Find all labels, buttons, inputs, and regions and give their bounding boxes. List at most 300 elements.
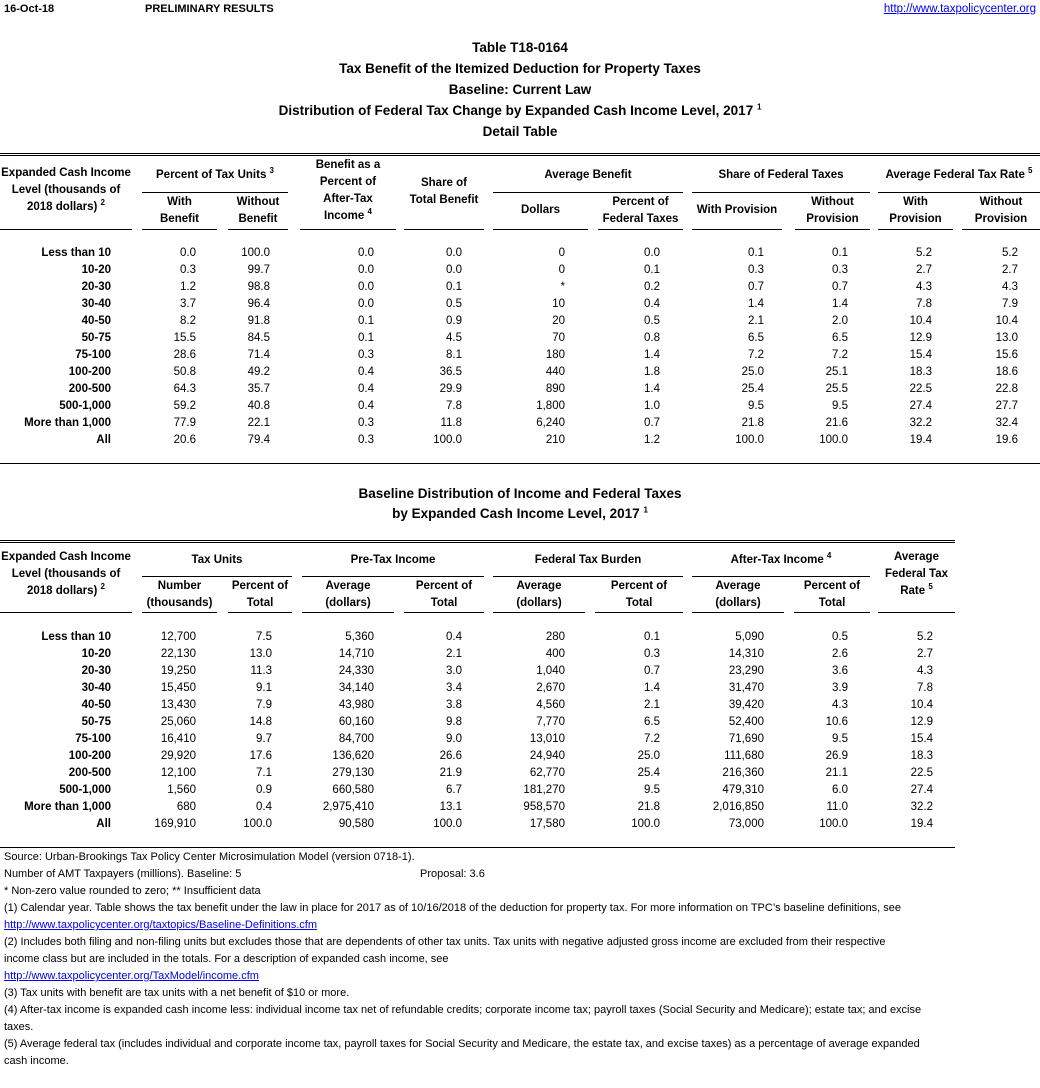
pct-federal-cell: 1.4 bbox=[644, 349, 660, 361]
income-level-cell: 10-20 bbox=[81, 648, 111, 660]
burden-pct-cell: 25.0 bbox=[637, 750, 660, 762]
pretax-pct-cell: 3.0 bbox=[446, 665, 462, 677]
units-pct-cell: 0.4 bbox=[256, 801, 272, 813]
burden-pct-cell: 21.8 bbox=[637, 801, 660, 813]
avg-dollars-cell: 10 bbox=[552, 298, 565, 310]
without-benefit-cell: 100.0 bbox=[241, 247, 270, 259]
burden-avg-cell: 1,040 bbox=[536, 665, 565, 677]
benefit-pct-cell: 0.3 bbox=[358, 434, 374, 446]
avg-dollars-cell: 180 bbox=[545, 349, 565, 361]
rate-without-provision-header: Without Provision bbox=[974, 196, 1028, 225]
share-with-cell: 7.2 bbox=[748, 349, 764, 361]
avg-rate-cell: 27.4 bbox=[910, 784, 933, 796]
share-without-cell: 2.0 bbox=[832, 315, 848, 327]
pretax-pct-cell: 13.1 bbox=[439, 801, 462, 813]
pretax-avg-cell: 660,580 bbox=[332, 784, 374, 796]
pretax-avg-header: Average (dollars) bbox=[325, 580, 371, 609]
footnote-5-cont: cash income. bbox=[4, 1055, 69, 1067]
group-underline bbox=[692, 192, 870, 193]
rate-without-cell: 5.2 bbox=[1002, 247, 1018, 259]
income-level-cell: All bbox=[96, 434, 111, 446]
avg-tax-rate-header: Average Federal Tax Rate $^5$ bbox=[885, 166, 1033, 181]
burden-pct-cell: 100.0 bbox=[631, 818, 660, 830]
aftertax-avg-cell: 111,680 bbox=[724, 750, 764, 762]
units-pct-cell: 14.8 bbox=[249, 716, 272, 728]
header-underline bbox=[962, 229, 1040, 230]
share-without-cell: 1.4 bbox=[832, 298, 848, 310]
share-with-cell: 2.1 bbox=[748, 315, 764, 327]
share-without-cell: 9.5 bbox=[832, 400, 848, 412]
amt-baseline-note: Number of AMT Taxpayers (millions). Baseline: 5 bbox=[4, 868, 242, 880]
rate-with-cell: 12.9 bbox=[909, 332, 932, 344]
with-benefit-header: With Benefit bbox=[160, 196, 199, 225]
number-cell: 16,410 bbox=[160, 733, 196, 745]
table-titles bbox=[0, 37, 1040, 142]
header-underline bbox=[228, 612, 292, 613]
avg-rate-cell: 5.2 bbox=[917, 631, 933, 643]
pct-federal-cell: 0.0 bbox=[644, 247, 660, 259]
share-total-cell: 29.9 bbox=[439, 383, 462, 395]
without-benefit-header: Without Benefit bbox=[236, 196, 280, 225]
with-benefit-cell: 59.2 bbox=[173, 400, 196, 412]
income-level-cell: 40-50 bbox=[81, 315, 111, 327]
header-underline bbox=[0, 229, 132, 230]
rate-without-cell: 32.4 bbox=[995, 417, 1018, 429]
rate-with-cell: 32.2 bbox=[909, 417, 932, 429]
pretax-pct-cell: 3.8 bbox=[446, 699, 462, 711]
report-date: 16-Oct-18 bbox=[4, 3, 55, 15]
benefit-pct-cell: 0.3 bbox=[358, 349, 374, 361]
burden-pct-cell: 9.5 bbox=[644, 784, 660, 796]
aftertax-pct-cell: 2.6 bbox=[832, 648, 848, 660]
share-total-cell: 0.1 bbox=[446, 281, 462, 293]
share-total-cell: 4.5 bbox=[446, 332, 462, 344]
without-benefit-cell: 79.4 bbox=[247, 434, 270, 446]
avg-dollars-cell: 6,240 bbox=[536, 417, 565, 429]
group-underline bbox=[878, 192, 1040, 193]
aftertax-avg-cell: 479,310 bbox=[722, 784, 764, 796]
avg-dollars-cell: 440 bbox=[545, 366, 565, 378]
group-underline bbox=[142, 192, 288, 193]
share-with-cell: 25.4 bbox=[741, 383, 764, 395]
footnote-4-cont: taxes. bbox=[4, 1021, 34, 1033]
pct-federal-cell: 1.2 bbox=[644, 434, 660, 446]
header-underline bbox=[794, 612, 870, 613]
aftertax-pct-cell: 0.5 bbox=[832, 631, 848, 643]
header-underline bbox=[878, 612, 955, 613]
rate-with-cell: 7.8 bbox=[916, 298, 932, 310]
footnote-4: (4) After-tax income is expanded cash income less: individual income tax net of refundable credits; corporate income tax; payroll taxes (Social Security and Medicare); estate tax; and excise bbox=[4, 1004, 922, 1016]
header-underline bbox=[404, 612, 484, 613]
share-with-cell: 25.0 bbox=[741, 366, 764, 378]
income-level-cell: Less than 10 bbox=[41, 631, 111, 643]
share-total-cell: 0.0 bbox=[446, 264, 462, 276]
aftertax-avg-cell: 39,420 bbox=[728, 699, 764, 711]
aftertax-pct-cell: 6.0 bbox=[832, 784, 848, 796]
number-cell: 680 bbox=[176, 801, 196, 813]
pretax-pct-cell: 9.0 bbox=[446, 733, 462, 745]
rate-with-cell: 19.4 bbox=[909, 434, 932, 446]
with-benefit-cell: 0.0 bbox=[180, 247, 196, 259]
federal-tax-burden-header: Federal Tax Burden bbox=[534, 554, 642, 566]
pretax-pct-cell: 21.9 bbox=[439, 767, 462, 779]
burden-avg-cell: 7,770 bbox=[536, 716, 565, 728]
pct-federal-taxes-header: Percent of Federal Taxes bbox=[602, 196, 679, 225]
with-benefit-cell: 64.3 bbox=[173, 383, 196, 395]
preliminary-label: PRELIMINARY RESULTS bbox=[145, 3, 274, 15]
baseline-table-title: Baseline Distribution of Income and Federal Taxes by Expanded Cash Income Level, 2017 $^1$ bbox=[358, 486, 682, 521]
income-level-cell: 200-500 bbox=[68, 383, 111, 395]
detail-table-label: Detail Table bbox=[482, 124, 558, 139]
units-pct-cell: 0.9 bbox=[256, 784, 272, 796]
avg-rate-cell: 7.8 bbox=[917, 682, 933, 694]
units-pct-cell: 7.1 bbox=[256, 767, 272, 779]
aftertax-avg-cell: 216,360 bbox=[722, 767, 764, 779]
income-level-header: Expanded Cash Income Level (thousands of 2018 dollars) $^2$ bbox=[1, 551, 131, 597]
share-total-cell: 8.1 bbox=[446, 349, 462, 361]
avg-rate-cell: 15.4 bbox=[910, 733, 933, 745]
benefit-pct-cell: 0.1 bbox=[358, 315, 374, 327]
baseline-definitions-link[interactable]: http://www.taxpolicycenter.org/taxtopics/Baseline-Definitions.cfm bbox=[4, 919, 318, 931]
header-underline bbox=[595, 612, 683, 613]
rate-without-cell: 15.6 bbox=[995, 349, 1018, 361]
aftertax-avg-cell: 14,310 bbox=[728, 648, 764, 660]
burden-pct-cell: 25.4 bbox=[637, 767, 660, 779]
burden-avg-cell: 2,670 bbox=[536, 682, 565, 694]
pretax-avg-cell: 136,620 bbox=[332, 750, 374, 762]
avg-rate-cell: 18.3 bbox=[910, 750, 933, 762]
avg-rate-cell: 32.2 bbox=[910, 801, 933, 813]
aftertax-avg-cell: 23,290 bbox=[728, 665, 764, 677]
pct-tax-units-header: Percent of Tax Units $^3$ bbox=[156, 166, 274, 181]
avg-tax-rate-header: Average Federal Tax Rate $^5$ bbox=[884, 551, 949, 597]
rate-with-cell: 27.4 bbox=[909, 400, 932, 412]
aftertax-pct-cell: 4.3 bbox=[832, 699, 848, 711]
share-without-cell: 21.6 bbox=[825, 417, 848, 429]
header-underline bbox=[598, 229, 683, 230]
footnote-2-cont: income class but are included in the totals. For a description of expanded cash income, see bbox=[4, 953, 449, 965]
number-cell: 13,430 bbox=[160, 699, 196, 711]
rate-without-cell: 27.7 bbox=[995, 400, 1018, 412]
share-with-cell: 0.7 bbox=[748, 281, 764, 293]
income-level-cell: 200-500 bbox=[68, 767, 111, 779]
rate-with-cell: 4.3 bbox=[916, 281, 932, 293]
burden-avg-cell: 958,570 bbox=[523, 801, 565, 813]
group-underline bbox=[302, 576, 484, 577]
benefit-pct-cell: 0.4 bbox=[358, 383, 374, 395]
burden-avg-cell: 280 bbox=[545, 631, 565, 643]
with-benefit-cell: 28.6 bbox=[173, 349, 196, 361]
burden-avg-cell: 400 bbox=[545, 648, 565, 660]
rate-with-cell: 10.4 bbox=[909, 315, 932, 327]
table-top-rule bbox=[0, 153, 1040, 156]
income-level-cell: 100-200 bbox=[68, 750, 111, 762]
pretax-avg-cell: 34,140 bbox=[338, 682, 374, 694]
number-cell: 22,130 bbox=[160, 648, 196, 660]
aftertax-pct-cell: 100.0 bbox=[819, 818, 848, 830]
burden-pct-cell: 1.4 bbox=[644, 682, 660, 694]
pretax-avg-cell: 90,580 bbox=[338, 818, 374, 830]
income-level-cell: 20-30 bbox=[81, 665, 111, 677]
pretax-pct-cell: 0.4 bbox=[446, 631, 462, 643]
without-benefit-cell: 71.4 bbox=[247, 349, 270, 361]
income-level-cell: 10-20 bbox=[81, 264, 111, 276]
aftertax-pct-cell: 21.1 bbox=[825, 767, 848, 779]
benefit-pct-cell: 0.0 bbox=[358, 281, 374, 293]
table-id: Table T18-0164 bbox=[472, 40, 568, 55]
without-benefit-cell: 40.8 bbox=[247, 400, 270, 412]
rate-with-cell: 2.7 bbox=[916, 264, 932, 276]
rate-with-cell: 18.3 bbox=[909, 366, 932, 378]
income-level-cell: More than 1,000 bbox=[24, 801, 111, 813]
footnote-2: (2) Includes both filing and non-filing units but excludes those that are dependents of other tax units. Tax units with negative adjusted gross income are excluded from their respective bbox=[4, 936, 886, 948]
income-level-cell: 30-40 bbox=[81, 682, 111, 694]
income-level-cell: 40-50 bbox=[81, 699, 111, 711]
avg-dollars-cell: 210 bbox=[545, 434, 565, 446]
income-level-cell: More than 1,000 bbox=[24, 417, 111, 429]
header-underline bbox=[878, 229, 953, 230]
amt-proposal-note: Proposal: 3.6 bbox=[420, 868, 485, 880]
pct-federal-cell: 1.8 bbox=[644, 366, 660, 378]
share-without-cell: 100.0 bbox=[819, 434, 848, 446]
header-underline bbox=[795, 229, 870, 230]
pct-federal-cell: 0.1 bbox=[644, 264, 660, 276]
share-without-cell: 0.7 bbox=[832, 281, 848, 293]
avg-rate-cell: 19.4 bbox=[910, 818, 933, 830]
share-federal-taxes-header: Share of Federal Taxes bbox=[718, 169, 844, 181]
number-header: Number (thousands) bbox=[146, 580, 213, 609]
without-benefit-cell: 84.5 bbox=[247, 332, 270, 344]
income-level-cell: 500-1,000 bbox=[59, 400, 111, 412]
burden-pct-cell: 6.5 bbox=[644, 716, 660, 728]
rate-with-cell: 5.2 bbox=[916, 247, 932, 259]
group-underline bbox=[493, 192, 683, 193]
rate-without-cell: 10.4 bbox=[995, 315, 1018, 327]
avg-dollars-cell: * bbox=[560, 281, 565, 293]
with-benefit-cell: 8.2 bbox=[180, 315, 196, 327]
source-note: Source: Urban-Brookings Tax Policy Center Microsimulation Model (version 0718-1). bbox=[4, 851, 415, 863]
pretax-avg-cell: 60,160 bbox=[338, 716, 374, 728]
share-total-cell: 0.5 bbox=[446, 298, 462, 310]
header-underline bbox=[692, 229, 782, 230]
legend-note: * Non-zero value rounded to zero; ** Insufficient data bbox=[4, 885, 261, 897]
pct-federal-cell: 0.2 bbox=[644, 281, 660, 293]
number-cell: 12,100 bbox=[160, 767, 196, 779]
pretax-avg-cell: 2,975,410 bbox=[322, 801, 374, 813]
income-level-header: Expanded Cash Income Level (thousands of 2018 dollars) $^2$ bbox=[1, 167, 131, 213]
share-without-cell: 0.3 bbox=[832, 264, 848, 276]
aftertax-avg-cell: 73,000 bbox=[728, 818, 764, 830]
header-underline bbox=[228, 229, 288, 230]
units-pct-cell: 100.0 bbox=[243, 818, 272, 830]
aftertax-pct-cell: 11.0 bbox=[826, 801, 848, 813]
without-benefit-cell: 22.1 bbox=[247, 417, 270, 429]
number-cell: 25,060 bbox=[160, 716, 196, 728]
share-with-cell: 100.0 bbox=[735, 434, 764, 446]
share-with-cell: 0.3 bbox=[748, 264, 764, 276]
with-benefit-cell: 20.6 bbox=[173, 434, 196, 446]
header-underline bbox=[0, 612, 132, 613]
benefit-pct-cell: 0.0 bbox=[358, 298, 374, 310]
pretax-avg-cell: 43,980 bbox=[338, 699, 374, 711]
aftertax-avg-cell: 5,090 bbox=[735, 631, 764, 643]
pct-federal-cell: 1.4 bbox=[644, 383, 660, 395]
number-cell: 29,920 bbox=[160, 750, 196, 762]
with-benefit-cell: 77.9 bbox=[173, 417, 196, 429]
pct-federal-cell: 0.7 bbox=[644, 417, 660, 429]
with-benefit-cell: 50.8 bbox=[173, 366, 196, 378]
income-level-cell: 100-200 bbox=[68, 366, 111, 378]
income-level-cell: 50-75 bbox=[81, 332, 111, 344]
avg-rate-cell: 22.5 bbox=[910, 767, 933, 779]
with-benefit-cell: 0.3 bbox=[180, 264, 196, 276]
table-top-rule bbox=[0, 540, 955, 543]
pretax-pct-cell: 2.1 bbox=[446, 648, 462, 660]
pretax-pct-cell: 26.6 bbox=[439, 750, 462, 762]
burden-pct-cell: 7.2 bbox=[644, 733, 660, 745]
share-total-cell: 0.9 bbox=[446, 315, 462, 327]
share-total-cell: 0.0 bbox=[446, 247, 462, 259]
group-underline bbox=[142, 576, 292, 577]
burden-avg-cell: 17,580 bbox=[529, 818, 565, 830]
burden-pct-cell: 0.7 bbox=[644, 665, 660, 677]
avg-benefit-header: Average Benefit bbox=[544, 169, 632, 181]
aftertax-pct-cell: 3.6 bbox=[832, 665, 848, 677]
aftertax-avg-cell: 2,016,850 bbox=[712, 801, 764, 813]
aftertax-pct-cell: 3.9 bbox=[832, 682, 848, 694]
income-level-cell: 20-30 bbox=[81, 281, 111, 293]
tpc-website-link[interactable]: http://www.taxpolicycenter.org bbox=[883, 3, 1036, 15]
pretax-pct-cell: 9.8 bbox=[446, 716, 462, 728]
income-level-cell: 75-100 bbox=[75, 733, 111, 745]
share-without-cell: 25.1 bbox=[825, 366, 848, 378]
share-total-cell: 7.8 bbox=[446, 400, 462, 412]
units-pct-cell: 9.1 bbox=[256, 682, 272, 694]
share-total-benefit-header: Share of Total Benefit bbox=[409, 177, 479, 206]
number-cell: 19,250 bbox=[160, 665, 196, 677]
pretax-income-header: Pre-Tax Income bbox=[350, 554, 436, 566]
units-pct-cell: 7.9 bbox=[256, 699, 272, 711]
aftertax-pct-header: Percent of Total bbox=[803, 580, 861, 609]
burden-avg-cell: 62,770 bbox=[529, 767, 565, 779]
aftertax-income-header: After-Tax Income $^4$ bbox=[730, 551, 832, 566]
header-underline bbox=[692, 612, 784, 613]
rate-with-cell: 15.4 bbox=[909, 349, 932, 361]
table-bottom-rule bbox=[0, 847, 955, 848]
rate-without-cell: 2.7 bbox=[1002, 264, 1018, 276]
tax-units-header: Tax Units bbox=[191, 554, 243, 566]
avg-dollars-cell: 0 bbox=[558, 247, 565, 259]
avg-rate-cell: 2.7 bbox=[917, 648, 933, 660]
with-benefit-cell: 1.2 bbox=[180, 281, 196, 293]
share-total-cell: 36.5 bbox=[439, 366, 462, 378]
share-with-provision-header: With Provision bbox=[696, 204, 778, 216]
rate-without-cell: 13.0 bbox=[995, 332, 1018, 344]
share-with-cell: 0.1 bbox=[748, 247, 764, 259]
burden-avg-cell: 181,270 bbox=[523, 784, 565, 796]
share-with-cell: 21.8 bbox=[741, 417, 764, 429]
avg-rate-cell: 10.4 bbox=[910, 699, 933, 711]
header-underline bbox=[300, 229, 396, 230]
pct-federal-cell: 0.4 bbox=[644, 298, 660, 310]
benefit-pct-cell: 0.4 bbox=[358, 366, 374, 378]
without-benefit-cell: 49.2 bbox=[247, 366, 270, 378]
aftertax-avg-header: Average (dollars) bbox=[715, 580, 761, 609]
pretax-pct-header: Percent of Total bbox=[415, 580, 473, 609]
benefit-pct-cell: 0.3 bbox=[358, 417, 374, 429]
rate-without-cell: 4.3 bbox=[1002, 281, 1018, 293]
pretax-avg-cell: 84,700 bbox=[338, 733, 374, 745]
benefit-pct-cell: 0.0 bbox=[358, 264, 374, 276]
rate-without-cell: 18.6 bbox=[995, 366, 1018, 378]
aftertax-pct-cell: 26.9 bbox=[825, 750, 848, 762]
table-bottom-rule bbox=[0, 463, 1040, 464]
share-without-cell: 25.5 bbox=[825, 383, 848, 395]
benefit-pct-cell: 0.4 bbox=[358, 400, 374, 412]
share-without-provision-header: Without Provision bbox=[806, 196, 859, 225]
benefit-pct-cell: 0.1 bbox=[358, 332, 374, 344]
footnote-1: (1) Calendar year. Table shows the tax benefit under the law in place for 2017 as of 10/16/2018 of the deduction for property tax. For more information on TPC’s baseline definitions, see bbox=[4, 902, 902, 914]
share-total-cell: 11.8 bbox=[440, 417, 462, 429]
rate-without-cell: 22.8 bbox=[995, 383, 1018, 395]
share-without-cell: 7.2 bbox=[832, 349, 848, 361]
units-pct-cell: 11.3 bbox=[250, 665, 272, 677]
burden-pct-header: Percent of Total bbox=[610, 580, 668, 609]
income-definition-link[interactable]: http://www.taxpolicycenter.org/TaxModel/income.cfm bbox=[4, 970, 259, 982]
without-benefit-cell: 35.7 bbox=[247, 383, 270, 395]
aftertax-avg-cell: 31,470 bbox=[728, 682, 764, 694]
burden-avg-cell: 24,940 bbox=[529, 750, 565, 762]
pretax-avg-cell: 24,330 bbox=[338, 665, 374, 677]
benefit-pct-cell: 0.0 bbox=[358, 247, 374, 259]
pretax-avg-cell: 5,360 bbox=[345, 631, 374, 643]
burden-avg-cell: 4,560 bbox=[536, 699, 565, 711]
dollars-header: Dollars bbox=[521, 204, 560, 216]
header-underline bbox=[493, 229, 588, 230]
avg-dollars-cell: 70 bbox=[552, 332, 565, 344]
burden-avg-cell: 13,010 bbox=[529, 733, 565, 745]
pct-federal-cell: 0.5 bbox=[644, 315, 660, 327]
units-pct-cell: 13.0 bbox=[249, 648, 272, 660]
income-level-cell: 50-75 bbox=[81, 716, 111, 728]
burden-pct-cell: 2.1 bbox=[644, 699, 660, 711]
pct-federal-cell: 1.0 bbox=[644, 400, 660, 412]
avg-rate-cell: 4.3 bbox=[917, 665, 933, 677]
units-pct-cell: 9.7 bbox=[256, 733, 272, 745]
with-benefit-cell: 3.7 bbox=[180, 298, 196, 310]
units-pct-header: Percent of Total bbox=[231, 580, 289, 609]
share-total-cell: 100.0 bbox=[433, 434, 462, 446]
without-benefit-cell: 96.4 bbox=[247, 298, 270, 310]
share-with-cell: 9.5 bbox=[748, 400, 764, 412]
avg-dollars-cell: 0 bbox=[558, 264, 565, 276]
burden-avg-header: Average (dollars) bbox=[516, 580, 562, 609]
burden-pct-cell: 0.1 bbox=[644, 631, 660, 643]
units-pct-cell: 17.6 bbox=[249, 750, 272, 762]
avg-rate-cell: 12.9 bbox=[910, 716, 933, 728]
income-level-cell: 75-100 bbox=[75, 349, 111, 361]
aftertax-avg-cell: 71,690 bbox=[728, 733, 764, 745]
group-underline bbox=[692, 576, 870, 577]
header-underline bbox=[142, 229, 217, 230]
baseline-label: Baseline: Current Law bbox=[448, 82, 592, 97]
share-with-cell: 6.5 bbox=[748, 332, 764, 344]
units-pct-cell: 7.5 bbox=[256, 631, 272, 643]
number-cell: 15,450 bbox=[160, 682, 196, 694]
income-level-cell: Less than 10 bbox=[41, 247, 111, 259]
number-cell: 169,910 bbox=[154, 818, 196, 830]
header-underline bbox=[302, 612, 394, 613]
